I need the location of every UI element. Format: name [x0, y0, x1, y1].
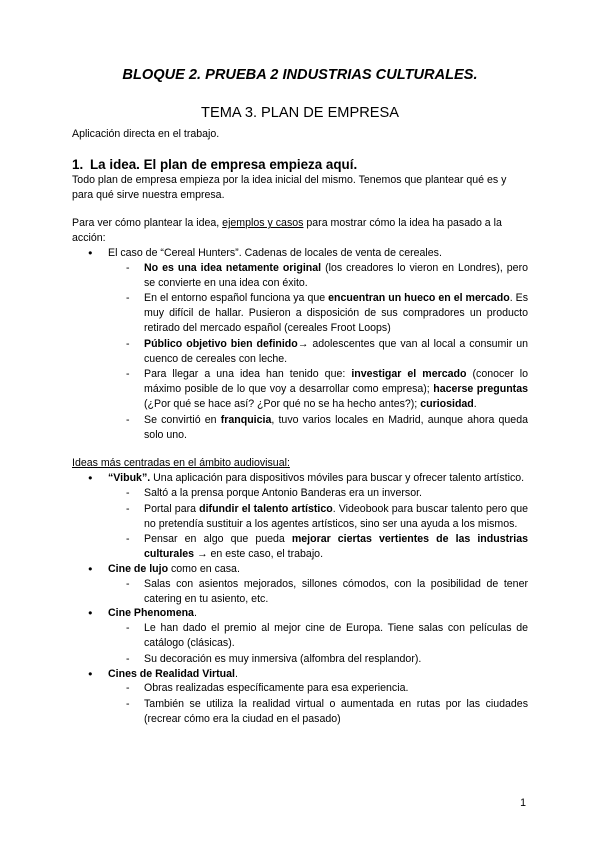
item-text: . Es muy difícil de hallar. Pusieron a disposición de sus compradores un producto retirado del mercado español (cereales Froot Loops) [144, 292, 529, 334]
document-page [72, 66, 528, 727]
bold-text: encuentran un hueco en el mercado [328, 292, 510, 305]
case-label: El caso de “Cereal Hunters”. Cadenas de locales de venta de cereales. [108, 246, 442, 259]
intro-text: Aplicación directa en el trabajo. [72, 128, 220, 140]
bold-text: Cines de Realidad Virtual [108, 667, 235, 680]
item-text: Salas con asientos mejorados, sillones cómodos, con la posibilidad de tener catering en tu asiento, etc. [144, 577, 528, 605]
list-item [108, 652, 528, 667]
item-text: (¿Por qué se hace así? ¿Por qué no se ha hecho antes?); [144, 397, 421, 410]
page-number: 1 [520, 797, 526, 809]
bold-text: hacerse preguntas [433, 383, 528, 396]
bold-text: mejorar ciertas vertientes de las industrias culturales [144, 533, 528, 561]
item-text: . [234, 667, 238, 680]
item-text: (los creadores lo vieron en Londres), pero se convierte en una idea con éxito. [144, 261, 528, 289]
document-subtitle: TEMA 3. PLAN DE EMPRESA [201, 105, 399, 121]
list-item [108, 532, 528, 562]
bold-text: curiosidad [420, 397, 474, 410]
item-text: Obras realizadas específicamente para esa experiencia. [144, 682, 409, 695]
list-item [108, 577, 528, 607]
list-item [108, 337, 528, 367]
item-text: Pensar en algo que pueda [144, 533, 292, 546]
list-item [108, 486, 528, 501]
section-heading-text: La idea. El plan de empresa empieza aquí. [90, 156, 358, 172]
examples-link[interactable]: ejemplos y casos [222, 217, 304, 230]
case-list [72, 246, 528, 442]
list-item [108, 413, 528, 443]
item-text: . [193, 607, 197, 620]
paragraph-text: para mostrar cómo la idea ha pasado a la acción: [72, 217, 502, 245]
item-text: , tuvo varios locales en Madrid, aunque ahora queda solo uno. [144, 413, 528, 441]
item-text: . Videobook para buscar talento pero que no pretendía sustituir a los agentes artísticos, sino ser una ayuda a los mismos. [144, 502, 528, 530]
paragraph-examples [72, 216, 528, 246]
bold-text: difundir el talento artístico [199, 502, 333, 515]
item-text: (conocer lo máximo posible de lo que voy a desarrollar como empresa); [144, 368, 528, 396]
item-text: Una aplicación para dispositivos móviles para buscar y ofrecer talento artístico. [150, 472, 525, 485]
item-text: Portal para [144, 502, 200, 515]
list-item [108, 621, 528, 651]
bold-text: No es una idea netamente original [144, 261, 322, 274]
item-text: Le han dado el premio al mejor cine de Europa. Tiene salas con películas de catálogo (clásicas). [144, 622, 528, 649]
list-item [72, 606, 528, 666]
item-text: . [473, 397, 477, 410]
section-heading [72, 157, 528, 173]
list-item [72, 471, 528, 562]
item-sublist [108, 681, 528, 726]
bold-text: Cine Phenomena [108, 607, 194, 620]
bold-text: “Vibuk”. [108, 472, 151, 485]
list-item [108, 681, 528, 696]
list-item [72, 246, 528, 442]
audiovisual-heading: Ideas más centradas en el ámbito audiovisual: [72, 457, 290, 470]
paragraph-plan-intro: Todo plan de empresa empieza por la idea inicial del mismo. Tenemos que plantear qué es y para qué sirve nuestra empresa. [72, 173, 507, 201]
item-text: Se convirtió en [144, 413, 221, 426]
document-title: BLOQUE 2. PRUEBA 2 INDUSTRIAS CULTURALES. [122, 67, 478, 83]
audiovisual-list [72, 471, 528, 727]
item-text: → adolescentes que van al local a consumir un cuenco de cereales con leche. [144, 337, 529, 365]
list-item [108, 291, 528, 335]
item-sublist [108, 486, 528, 562]
item-text: En el entorno español funciona ya que [144, 292, 329, 305]
bold-text: Cine de lujo [108, 562, 169, 575]
list-item [72, 562, 528, 606]
case-sublist [108, 261, 528, 443]
bold-text: Público objetivo bien definido [144, 337, 298, 350]
list-item [108, 367, 528, 411]
list-item [72, 667, 528, 727]
item-sublist [108, 621, 528, 666]
item-text: Para llegar a una idea han tenido que: [144, 368, 352, 381]
item-sublist [108, 577, 528, 607]
item-text: → en este caso, el trabajo. [194, 548, 324, 561]
paragraph-text: Para ver cómo plantear la idea, [72, 217, 223, 230]
list-item [108, 502, 528, 532]
item-text: También se utiliza la realidad virtual o aumentada en rutas por las ciudades (recrear cómo era la ciudad en el pasado) [144, 698, 528, 725]
item-text: como en casa. [168, 562, 240, 575]
section-number: 1. [72, 156, 84, 172]
bold-text: franquicia [220, 413, 272, 426]
list-item [108, 261, 528, 291]
list-item [108, 697, 528, 727]
item-text: Su decoración es muy inmersiva (alfombra del resplandor). [144, 652, 422, 665]
item-text: Saltó a la prensa porque Antonio Banderas era un inversor. [144, 486, 422, 499]
bold-text: investigar el mercado [351, 368, 467, 381]
